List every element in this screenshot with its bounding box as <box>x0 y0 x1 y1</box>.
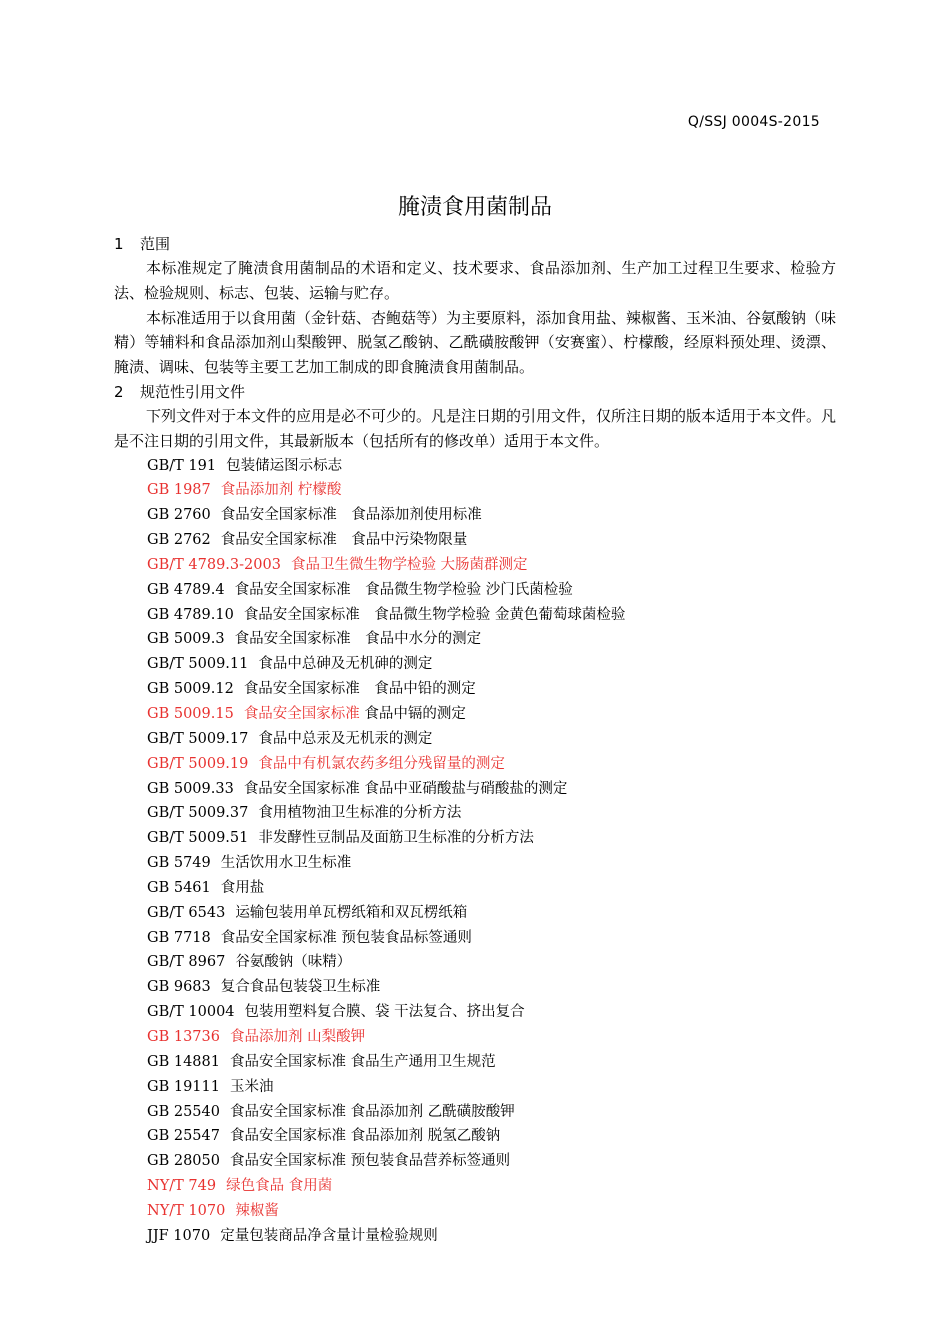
reference-item <box>114 950 836 975</box>
reference-code: GB/T 8967 <box>147 954 226 971</box>
reference-item <box>114 553 836 578</box>
reference-code: GB/T 5009.11 <box>147 656 249 673</box>
reference-title: 食品添加剂 山梨酸钾 <box>229 1028 366 1045</box>
reference-title: 食用植物油卫生标准的分析方法 <box>258 805 462 822</box>
reference-code: GB/T 5009.51 <box>147 830 249 847</box>
reference-item <box>114 777 836 802</box>
reference-code: GB 5461 <box>147 879 211 896</box>
reference-title-rest: 食品中镉的测定 <box>359 706 466 723</box>
reference-code: GB/T 4789.3-2003 <box>147 556 281 573</box>
reference-code: GB 5009.15 <box>147 706 234 723</box>
reference-item <box>114 1174 836 1199</box>
reference-item <box>114 975 836 1000</box>
reference-title: 食品安全国家标准 食品中污染物限量 <box>220 532 468 549</box>
reference-code: GB 9683 <box>147 979 211 996</box>
reference-item <box>114 503 836 528</box>
reference-item <box>114 801 836 826</box>
reference-title: 食品安全国家标准 食品微生物学检验 沙门氏菌检验 <box>234 581 573 598</box>
reference-title: 食品安全国家标准 食品中亚硝酸盐与硝酸盐的测定 <box>243 780 568 797</box>
reference-item <box>114 851 836 876</box>
reference-code: GB 1987 <box>147 482 211 499</box>
reference-title: 食品安全国家标准 食品添加剂使用标准 <box>220 507 482 524</box>
paragraph: 本标准规定了腌渍食用菌制品的术语和定义、技术要求、食品添加剂、生产加工过程卫生要求、检验方法、检验规则、标志、包装、运输与贮存。 <box>114 259 836 302</box>
reference-code: GB/T 6543 <box>147 904 226 921</box>
reference-title: 非发酵性豆制品及面筋卫生标准的分析方法 <box>258 830 534 847</box>
reference-code: GB/T 5009.17 <box>147 730 249 747</box>
reference-item <box>114 478 836 503</box>
section-1-heading <box>114 232 836 256</box>
reference-title: 食品安全国家标准 食品中水分的测定 <box>234 631 482 648</box>
reference-item <box>114 1000 836 1025</box>
reference-item <box>114 1025 836 1050</box>
reference-item <box>114 826 836 851</box>
document-code: Q/SSJ 0004S-2015 <box>687 114 820 130</box>
section-number: 2 <box>114 382 124 401</box>
reference-code: NY/T 749 <box>147 1178 217 1195</box>
reference-title: 辣椒酱 <box>235 1202 279 1219</box>
section-title: 范围 <box>140 235 171 253</box>
reference-title-highlight: 食品安全国家标准 <box>243 706 360 723</box>
paragraph: 本标准适用于以食用菌（金针菇、杏鲍菇等）为主要原料，添加食用盐、辣椒酱、玉米油、谷氨酸钠（味精）等辅料和食品添加剂山梨酸钾、脱氢乙酸钠、乙酰磺胺酸钾（安赛蜜）、柠檬酸，经原料预处理、烫漂、腌渍、调味、包装等主要工艺加工制成的即食腌渍食用菌制品。 <box>114 308 837 377</box>
reference-title: 食品中总汞及无机汞的测定 <box>258 730 433 747</box>
document-body <box>114 232 836 1249</box>
reference-title: 食品中有机氯农药多组分残留量的测定 <box>258 755 505 772</box>
reference-code: GB 13736 <box>147 1028 220 1045</box>
reference-list <box>114 454 836 1249</box>
reference-item <box>114 528 836 553</box>
reference-title: 食品卫生微生物学检验 大肠菌群测定 <box>290 556 528 573</box>
reference-item <box>114 1124 836 1149</box>
reference-title: 食品安全国家标准 食品微生物学检验 金黄色葡萄球菌检验 <box>243 606 626 623</box>
reference-code: GB 19111 <box>147 1078 220 1095</box>
reference-item <box>114 677 836 702</box>
reference-item <box>114 1224 836 1249</box>
reference-title: 食品安全国家标准 食品中铅的测定 <box>243 681 476 698</box>
reference-item <box>114 652 836 677</box>
paragraph: 下列文件对于本文件的应用是必不可少的。凡是注日期的引用文件，仅所注日期的版本适用于本文件。凡是不注日期的引用文件，其最新版本（包括所有的修改单）适用于本文件。 <box>114 406 837 450</box>
reference-code: GB 5009.12 <box>147 681 234 698</box>
reference-code: GB/T 191 <box>147 457 217 474</box>
reference-code: GB 4789.4 <box>147 581 225 598</box>
reference-code: NY/T 1070 <box>147 1202 226 1219</box>
reference-title: 食品安全国家标准 食品生产通用卫生规范 <box>229 1053 496 1070</box>
reference-item <box>114 1075 836 1100</box>
reference-code: GB 28050 <box>147 1153 220 1170</box>
reference-title: 定量包装商品净含量计量检验规则 <box>220 1227 438 1244</box>
reference-code: GB 5009.33 <box>147 780 234 797</box>
reference-item <box>114 926 836 951</box>
reference-item <box>114 752 836 777</box>
reference-code: GB/T 5009.37 <box>147 805 249 822</box>
reference-item <box>114 876 836 901</box>
reference-code: GB 2762 <box>147 532 211 549</box>
reference-code: GB 2760 <box>147 507 211 524</box>
reference-item <box>114 727 836 752</box>
reference-code: JJF 1070 <box>147 1227 211 1244</box>
reference-title: 食用盐 <box>220 879 265 896</box>
reference-item <box>114 1149 836 1174</box>
reference-title: 绿色食品 食用菌 <box>226 1178 333 1195</box>
reference-title: 包装用塑料复合膜、袋 干法复合、挤出复合 <box>244 1004 525 1021</box>
reference-item <box>114 578 836 603</box>
reference-title: 生活饮用水卫生标准 <box>220 855 352 872</box>
reference-item <box>114 1199 836 1224</box>
reference-code: GB 7718 <box>147 929 211 946</box>
reference-code: GB 5749 <box>147 855 211 872</box>
section-2-heading <box>114 380 836 404</box>
reference-code: GB/T 5009.19 <box>147 755 249 772</box>
reference-title: 食品安全国家标准 食品添加剂 乙酰磺胺酸钾 <box>229 1103 515 1120</box>
reference-code: GB 5009.3 <box>147 631 225 648</box>
reference-title: 玉米油 <box>229 1078 274 1095</box>
reference-title: 食品中总砷及无机砷的测定 <box>258 656 433 673</box>
reference-code: GB/T 10004 <box>147 1004 235 1021</box>
reference-item <box>114 627 836 652</box>
reference-title: 食品添加剂 柠檬酸 <box>220 482 342 499</box>
reference-item <box>114 1100 836 1125</box>
reference-title: 包装储运图示标志 <box>226 457 343 474</box>
reference-title: 食品安全国家标准 预包装食品营养标签通则 <box>229 1153 511 1170</box>
reference-item <box>114 702 836 727</box>
reference-title: 复合食品包装袋卫生标准 <box>220 979 381 996</box>
document-title: 腌渍食用菌制品 <box>397 195 552 220</box>
section-title: 规范性引用文件 <box>140 382 246 401</box>
reference-item <box>114 603 836 628</box>
reference-item <box>114 454 836 479</box>
reference-code: GB 25540 <box>147 1103 220 1120</box>
section-number: 1 <box>114 235 124 253</box>
reference-code: GB 25547 <box>147 1128 220 1145</box>
reference-title: 谷氨酸钠（味精） <box>235 954 352 971</box>
reference-item <box>114 1050 836 1075</box>
reference-title: 运输包装用单瓦楞纸箱和双瓦楞纸箱 <box>235 904 468 921</box>
reference-code: GB 14881 <box>147 1053 220 1070</box>
reference-item <box>114 901 836 926</box>
reference-title: 食品安全国家标准 预包装食品标签通则 <box>220 929 472 946</box>
reference-code: GB 4789.10 <box>147 606 234 623</box>
reference-title: 食品安全国家标准 食品添加剂 脱氢乙酸钠 <box>229 1128 501 1145</box>
